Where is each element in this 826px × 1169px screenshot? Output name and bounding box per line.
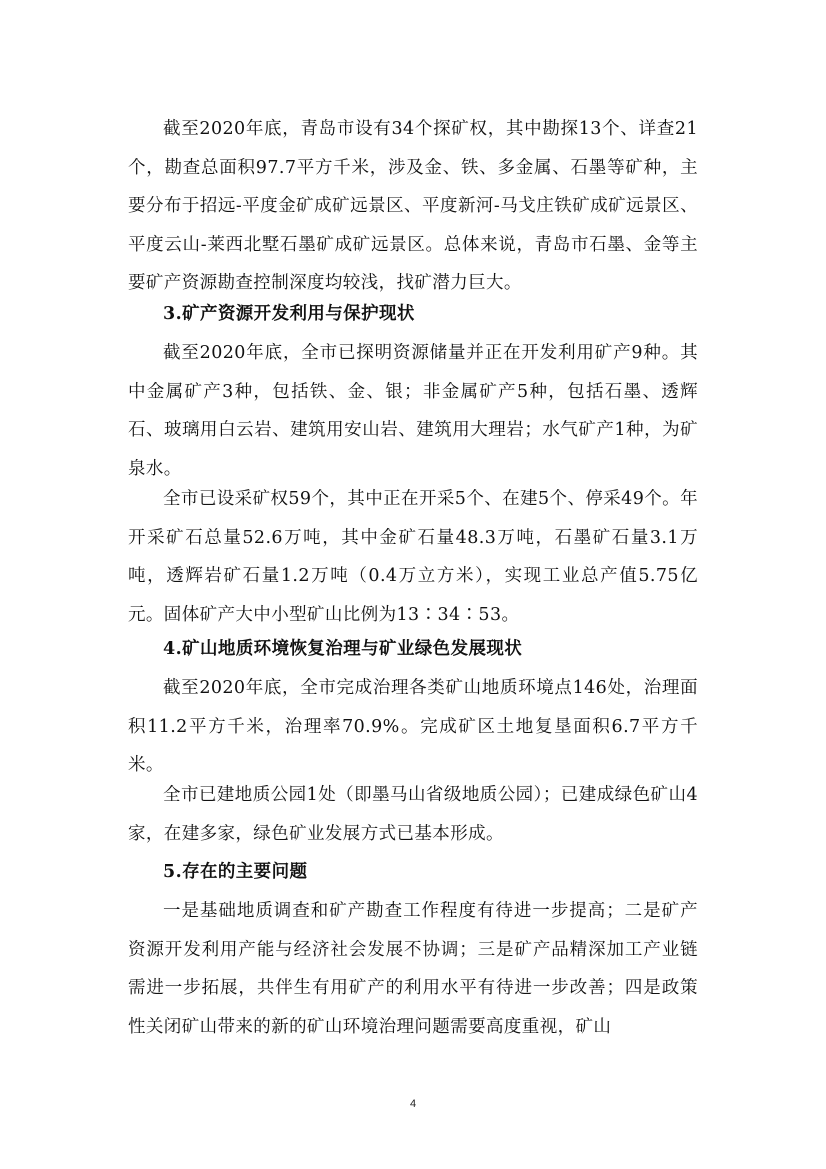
section-3-paragraph-1 <box>128 334 698 488</box>
section-3 <box>128 295 698 334</box>
section-5 <box>128 853 698 892</box>
body-paragraph: 一是基础地质调查和矿产勘查工作程度有待进一步提高；二是矿产资源开发利用产能与经济社会发展不协调；三是矿产品精深加工产业链需进一步拓展，共伴生有用矿产的利用水平有待进一步改善；四是政策性关闭矿山带来的新的矿山环境治理问题需要高度重视，矿山 <box>128 901 698 1037</box>
body-paragraph: 截至2020年底，全市完成治理各类矿山地质环境点146处，治理面积11.2平方千米，治理率70.9%。完成矿区土地复垦面积6.7平方千米。 <box>128 678 698 776</box>
body-paragraph: 全市已建地质公园1处（即墨马山省级地质公园）；已建成绿色矿山4家，在建多家，绿色矿业发展方式已基本形成。 <box>128 785 698 844</box>
section-4 <box>128 630 698 669</box>
paragraph-exploration-rights <box>128 110 698 303</box>
section-4-paragraph-1 <box>128 669 698 785</box>
body-paragraph: 截至2020年底，青岛市设有34个探矿权，其中勘探13个、详查21个，勘查总面积97.7平方千米，涉及金、铁、多金属、石墨等矿种，主要分布于招远-平度金矿成矿远景区、平度新河-马戈庄铁矿成矿远景区、平度云山-莱西北墅石墨矿成矿远景区。总体来说，青岛市石墨、金等主要矿产资源勘查控制深度均较浅，找矿潜力巨大。 <box>128 119 698 294</box>
body-paragraph: 全市已设采矿权59个，其中正在开采5个、在建5个、停采49个。年开采矿石总量52.6万吨，其中金矿石量48.3万吨，石墨矿石量3.1万吨，透辉岩矿石量1.2万吨（0.4万立方米），实现工业总产值5.75亿元。固体矿产大中小型矿山比例为13∶34∶53。 <box>128 489 698 625</box>
section-heading: 4.矿山地质环境恢复治理与矿业绿色发展现状 <box>163 639 523 659</box>
body-paragraph: 截至2020年底，全市已探明资源储量并正在开发利用矿产9种。其中金属矿产3种，包括铁、金、银；非金属矿产5种，包括石墨、透辉石、玻璃用白云岩、建筑用安山岩、建筑用大理岩；水气矿产1种，为矿泉水。 <box>128 343 698 479</box>
section-4-paragraph-2 <box>128 776 698 853</box>
section-heading: 3.矿产资源开发利用与保护现状 <box>163 304 415 324</box>
section-3-paragraph-2 <box>128 480 698 634</box>
section-5-paragraph-1 <box>128 892 698 1046</box>
section-heading: 5.存在的主要问题 <box>163 862 308 882</box>
page-number: 4 <box>409 1098 417 1110</box>
